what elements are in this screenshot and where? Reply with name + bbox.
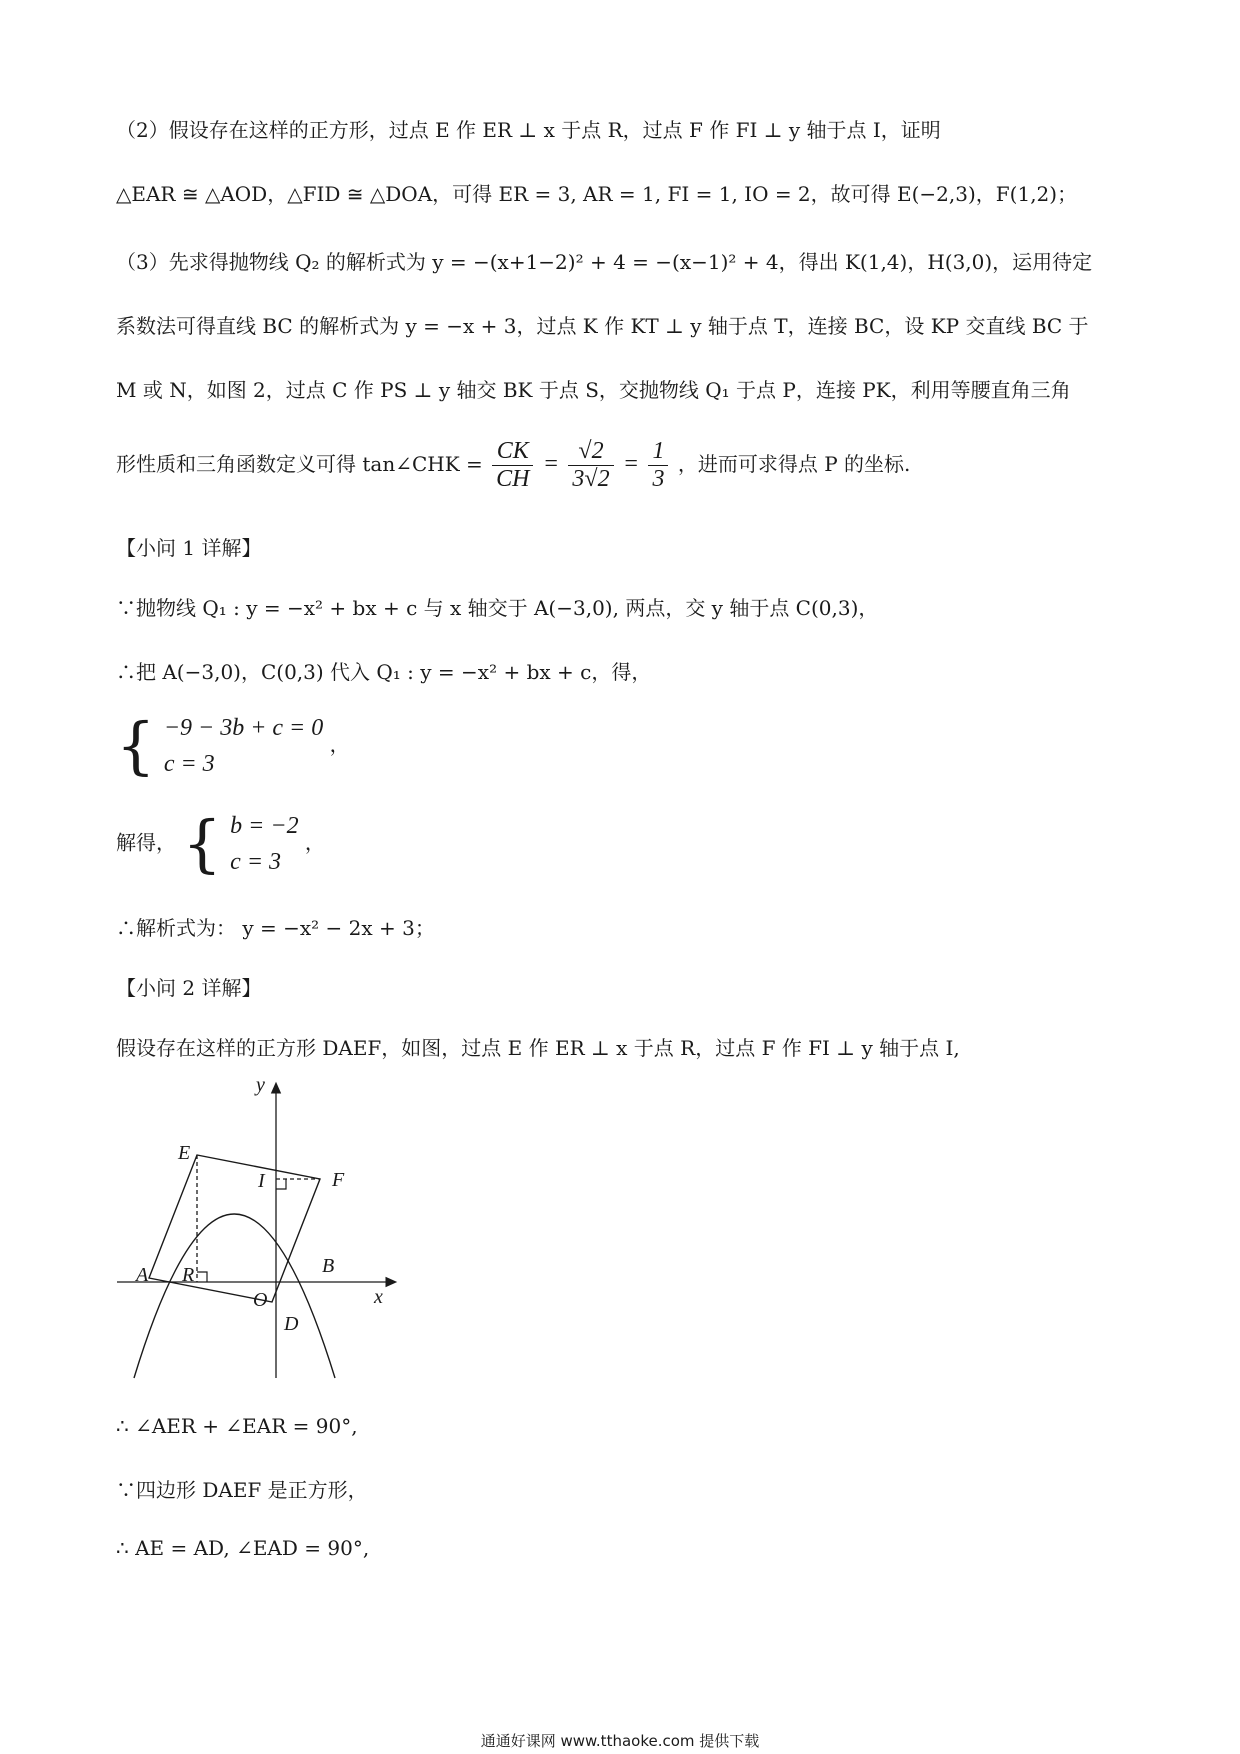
fraction-one-third [648, 438, 668, 493]
part3-line-1: （3）先求得抛物线 Q₂ 的解析式为 y = −(x+1−2)² + 4 = −(x−1)² + 4，得出 K(1,4)，H(3,0)，运用待定 [116, 250, 1093, 274]
equation-system-2 [116, 808, 325, 880]
question-2-line-1: 假设存在这样的正方形 DAEF，如图，过点 E 作 ER ⊥ x 于点 R，过点 F 作 FI ⊥ y 轴于点 I, [116, 1036, 960, 1060]
point-label-o: O [253, 1289, 268, 1311]
fraction-numerator: 1 [648, 438, 668, 466]
fraction-ck-ch [492, 438, 533, 493]
equals-sign: = [622, 451, 640, 477]
part2-line-2: △EAR ≅ △AOD，△FID ≅ △DOA，可得 ER = 3, AR = 1, FI = 1, IO = 2，故可得 E(−2,3)，F(1,2)； [116, 182, 1078, 206]
system-rows [164, 710, 323, 782]
point-label-d: D [284, 1313, 299, 1335]
fraction-denominator: CH [496, 466, 530, 492]
point-label-b: B [322, 1255, 335, 1277]
system-row: c = 3 [230, 849, 282, 875]
after-figure-line-1: ∴ ∠AER + ∠EAR = 90°, [116, 1414, 358, 1438]
question-2-heading: 【小问 2 详解】 [116, 976, 262, 1000]
point-label-r: R [182, 1264, 195, 1286]
question-1-result: ∴解析式为： y = −x² − 2x + 3； [116, 916, 435, 940]
system-row: −9 − 3b + c = 0 [163, 715, 324, 741]
fraction-root2 [568, 438, 613, 493]
point-label-i: I [258, 1170, 265, 1192]
geometry-figure [112, 1075, 412, 1385]
tan-expression-prefix: 形性质和三角函数定义可得 tan∠CHK = [116, 452, 483, 476]
after-figure-line-2: ∵四边形 DAEF 是正方形， [116, 1478, 368, 1502]
page-footer: 通通好课网 www.tthaoke.com 提供下载 [480, 1732, 760, 1750]
fraction-numerator: CK [492, 438, 533, 466]
part3-line-4 [116, 438, 910, 493]
x-axis-label: x [374, 1286, 383, 1308]
left-brace: { [116, 709, 156, 782]
right-angle-mark-r [197, 1272, 207, 1282]
point-label-e: E [178, 1142, 191, 1164]
fraction-numerator: √2 [568, 438, 613, 466]
tan-expression-suffix: ，进而可求得点 P 的坐标. [677, 452, 911, 476]
system-tail: ， [329, 732, 350, 757]
system-tail: ， [304, 830, 325, 855]
part3-line-3: M 或 N，如图 2，过点 C 作 PS ⊥ y 轴交 BK 于点 S，交抛物线 Q₁ 于点 P，连接 PK，利用等腰直角三角 [116, 378, 1071, 402]
after-figure-line-3: ∴ AE = AD, ∠EAD = 90°, [116, 1536, 370, 1560]
question-1-line-2: ∴把 A(−3,0)，C(0,3) 代入 Q₁ : y = −x² + bx + c，得， [116, 660, 652, 684]
square-daef [149, 1155, 320, 1302]
fraction-denominator: 3√2 [572, 466, 610, 492]
fraction-denominator: 3 [652, 466, 665, 492]
part3-line-2: 系数法可得直线 BC 的解析式为 y = −x + 3，过点 K 作 KT ⊥ y 轴于点 T，连接 BC，设 KP 交直线 BC 于 [116, 314, 1089, 338]
part2-line-1: （2）假设存在这样的正方形，过点 E 作 ER ⊥ x 于点 R，过点 F 作 FI ⊥ y 轴于点 I，证明 [116, 118, 941, 142]
point-label-f: F [332, 1169, 345, 1191]
system-row: b = −2 [230, 813, 299, 839]
equation-system-1 [116, 710, 350, 782]
point-label-a: A [136, 1264, 149, 1286]
equals-sign: = [542, 451, 560, 477]
left-brace: { [182, 807, 222, 880]
system-rows [230, 808, 298, 880]
question-1-line-1: ∵抛物线 Q₁ : y = −x² + bx + c 与 x 轴交于 A(−3,0), 两点，交 y 轴于点 C(0,3)， [116, 596, 879, 620]
question-1-heading: 【小问 1 详解】 [116, 536, 262, 560]
right-angle-mark-i [276, 1179, 286, 1189]
y-axis-label: y [256, 1075, 265, 1096]
system-row: c = 3 [163, 751, 215, 777]
solve-prefix: 解得， [116, 830, 176, 855]
